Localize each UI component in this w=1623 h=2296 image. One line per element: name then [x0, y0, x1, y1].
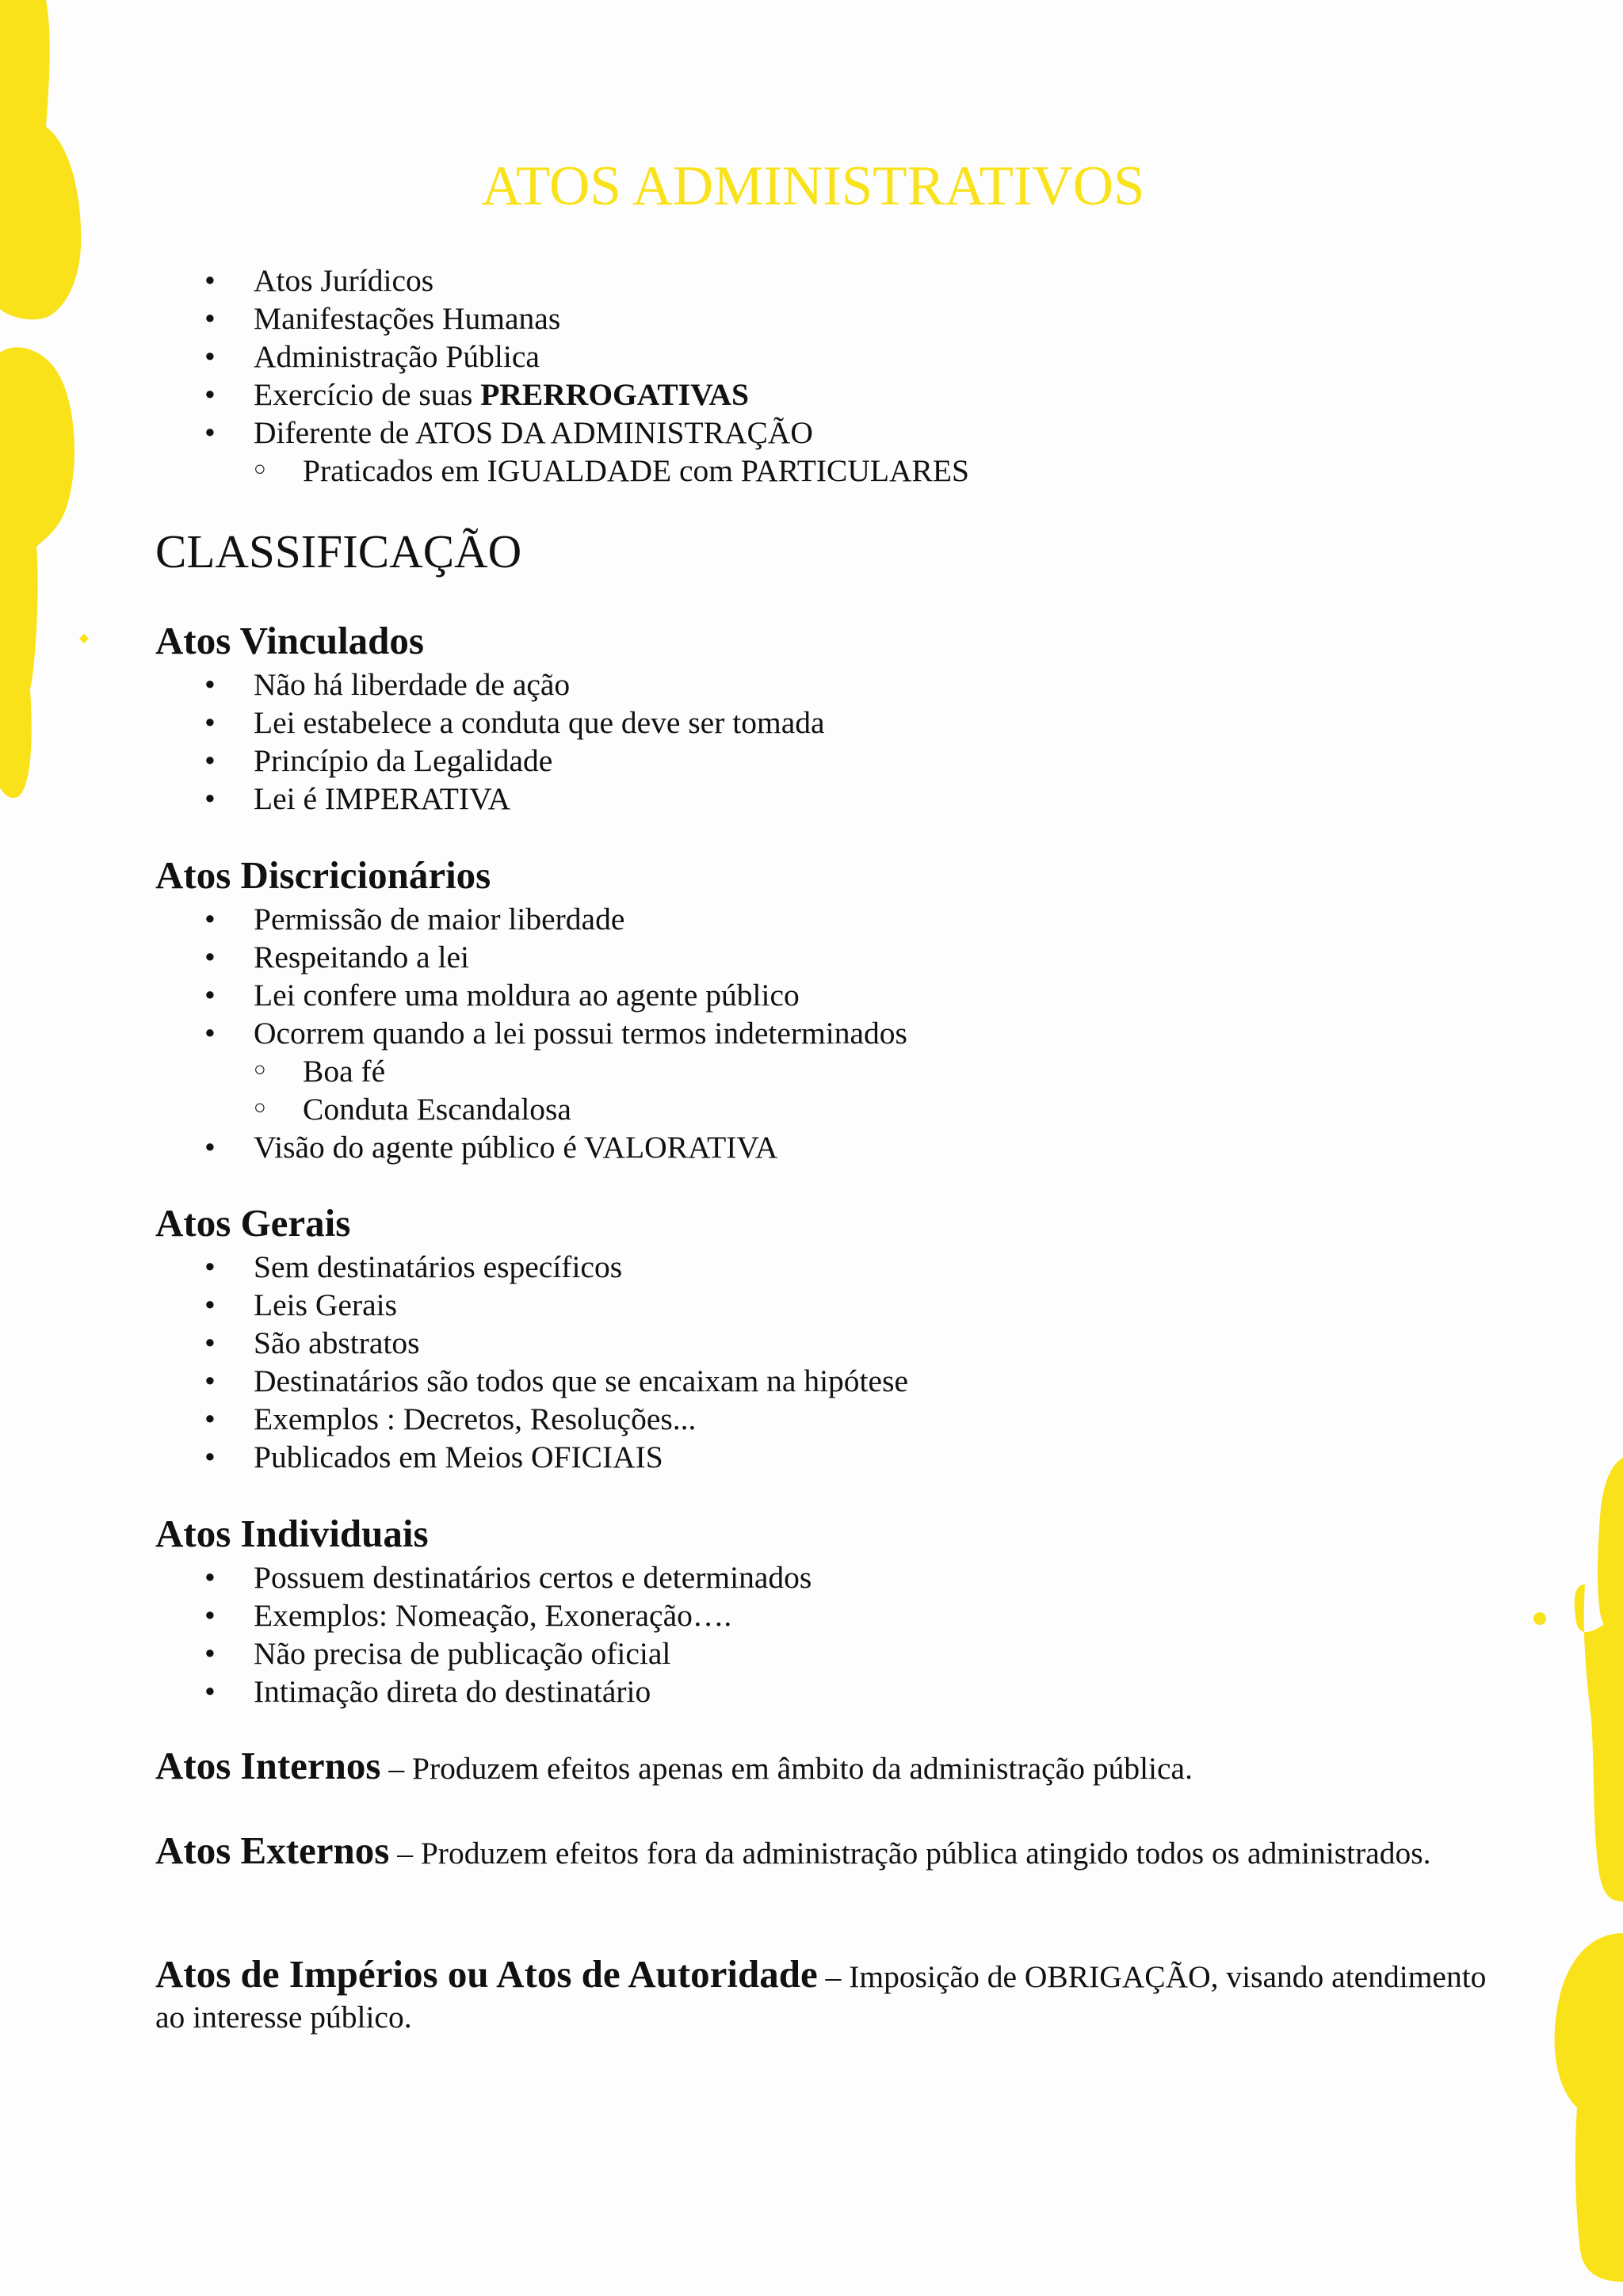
sub-list-item: ○ Conduta Escandalosa: [155, 1090, 907, 1128]
list-item: • Possuem destinatários certos e determinados: [155, 1558, 812, 1596]
list-item: • Não precisa de publicação oficial: [155, 1634, 812, 1672]
list-item: • Publicados em Meios OFICIAIS: [155, 1438, 908, 1476]
list-item: • Permissão de maior liberdade: [155, 900, 907, 938]
list-item: • Diferente de ATOS DA ADMINISTRAÇÃO: [155, 414, 969, 452]
list-item: • Ocorrem quando a lei possui termos indeterminados: [155, 1014, 907, 1052]
individuais-list: [155, 1558, 812, 1711]
individuais-heading: Atos Individuais: [155, 1512, 429, 1555]
imperio-paragraph: [155, 1954, 1503, 2038]
list-item: • Administração Pública: [155, 338, 969, 376]
externos-term: Atos Externos: [155, 1829, 390, 1872]
list-item: • Princípio da Legalidade: [155, 742, 825, 780]
list-item: • Leis Gerais: [155, 1286, 908, 1324]
vinculados-list: [155, 666, 825, 818]
list-item: • Intimação direta do destinatário: [155, 1672, 812, 1711]
list-item: • Exercício de suas PRERROGATIVAS: [155, 376, 969, 414]
intro-list: [155, 261, 969, 490]
list-item: • Lei é IMPERATIVA: [155, 780, 825, 818]
classificacao-heading: CLASSIFICAÇÃO: [155, 525, 522, 578]
sub-list-item: ○ Praticados em IGUALDADE com PARTICULARES: [155, 452, 969, 490]
list-item: • Não há liberdade de ação: [155, 666, 825, 704]
sub-list-item: ○ Boa fé: [155, 1052, 907, 1090]
list-item: • Lei estabelece a conduta que deve ser tomada: [155, 704, 825, 742]
list-item: • Lei confere uma moldura ao agente público: [155, 976, 907, 1014]
list-item: • Exemplos : Decretos, Resoluções...: [155, 1400, 908, 1438]
discricionarios-list: [155, 900, 907, 1166]
imperio-text: – Imposição de OBRIGAÇÃO, visando atendimento ao interesse público.: [155, 1959, 1487, 2035]
internos-text: – Produzem efeitos apenas em âmbito da administração pública.: [380, 1751, 1193, 1786]
gerais-list: [155, 1248, 908, 1476]
list-item: • Respeitando a lei: [155, 938, 907, 976]
bold-term: PRERROGATIVAS: [480, 377, 750, 412]
externos-paragraph: [155, 1830, 1503, 1874]
page-title: ATOS ADMINISTRATIVOS: [481, 155, 1145, 217]
imperio-term: Atos de Impérios ou Atos de Autoridade: [155, 1952, 818, 1996]
list-item: • Visão do agente público é VALORATIVA: [155, 1128, 907, 1166]
list-item: • Sem destinatários específicos: [155, 1248, 908, 1286]
list-item: • São abstratos: [155, 1324, 908, 1362]
gerais-heading: Atos Gerais: [155, 1201, 351, 1245]
discricionarios-heading: Atos Discricionários: [155, 853, 491, 897]
list-item: • Atos Jurídicos: [155, 261, 969, 299]
list-item: • Exemplos: Nomeação, Exoneração….: [155, 1596, 812, 1634]
vinculados-heading: Atos Vinculados: [155, 619, 425, 662]
list-item: • Manifestações Humanas: [155, 299, 969, 338]
internos-term: Atos Internos: [155, 1744, 381, 1787]
internos-paragraph: [155, 1745, 1503, 1789]
list-item: • Destinatários são todos que se encaixam na hipótese: [155, 1362, 908, 1400]
externos-text: – Produzem efeitos fora da administração pública atingido todos os administrados.: [389, 1836, 1431, 1871]
